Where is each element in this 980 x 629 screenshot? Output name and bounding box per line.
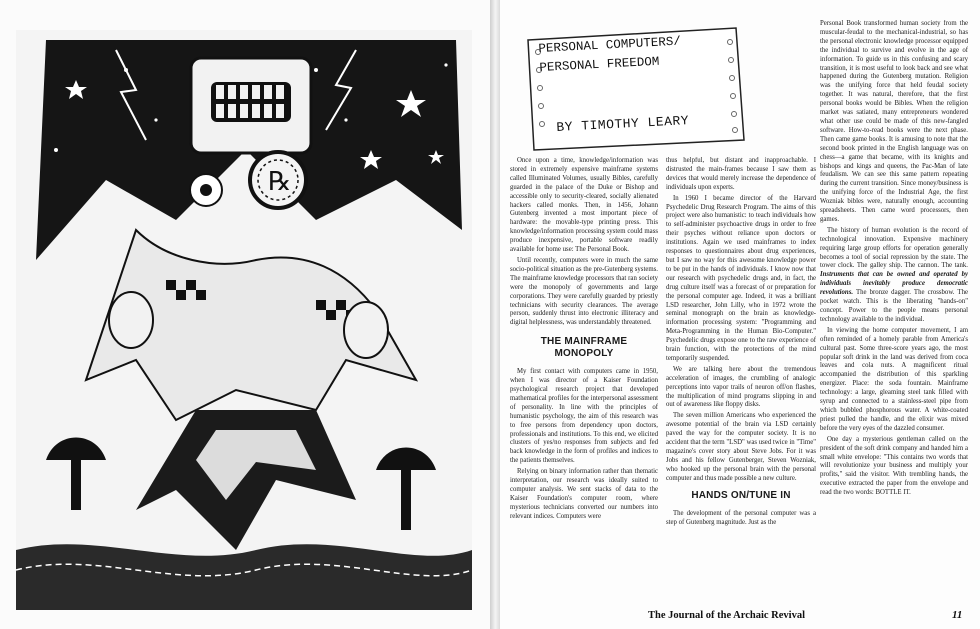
journal-footer: The Journal of the Archaic Revival bbox=[648, 610, 806, 621]
paragraph: Until recently, computers were in much the same socio-political situation as the pre-Gutenberg systems. The mainframe knowledge processors that ran society were the monopoly of governments and large corporations. They were carefully guarded by priestly technicians with security clearances. The average person, suddenly thrust into electronic illiteracy and digital helplessness, was understandably threatened. bbox=[510, 256, 658, 327]
paragraph: In viewing the home computer movement, I am often reminded of a homely parable from America's cultural past. Some three-score years ago, the most popular soft drink in the land was derived from coca leaves and cola nuts. A magnificent ritual accompanied the distribution of this sparkling energizer. Place: the soda fountain. Mainframe technology: a large, gleaming steel tank filled with syrup and connected to a stainless-steel pipe from which bubbled phosphorous water. A white-coated priest pulled the handle, and the elixir was mixed before the very eyes of the dazzled consumer. bbox=[820, 326, 968, 432]
paragraph: In 1960 I became director of the Harvard Psychedelic Drug Research Program. The aims of this project were also humanistic: to teach individuals how to self-administer psychoactive drugs in order to free their psyches without reliance upon doctors or institutions. Again we used mainframes to index responses to questionnaires about drug experiences, but I saw no way for this awesome knowledge power to be put in the hands of individuals. I know now that our research with psychedelic drugs and, in fact, the drug culture itself was a forecast of or preparation for the personal computer age. Indeed, it was a brilliant LSD researcher, John Lilly, who in 1972 wrote the seminal monograph on the brain as knowledge-information processing system: "Programming and Meta-Programming in the Human Bio-Computer." Psychedelic drugs expose one to the raw experience of brain function, with the protections of the mind temporarily suspended. bbox=[666, 194, 816, 362]
paragraph-end: The bronze dagger. The crossbow. The pocket watch. This is the liberating "hands-on" concept. Power to the people means personal technology available to the individual. bbox=[820, 289, 968, 323]
paragraph: Once upon a time, knowledge/information was stored in extremely expensive mainframe systems called Illuminated Volumes, usually Bibles, carefully guarded in the palace of the Duke or Bishop and accessible only to security-cleared, socially alienated hackers called monks. Then, in 1456, Johann Gutenberg invented a most important piece of hardware: the movable-type printing press. This knowledge/information processing system could mass produce inexpensive, portable software readily available for home use: The Personal Book. bbox=[510, 157, 658, 254]
right-page bbox=[500, 0, 980, 629]
paragraph: The seven million Americans who experienced the awesome potential of the brain via LSD certainly paved the way for the computer society. It is no accident that the term "LSD" was used twice in "Time" magazine's cover story about Steve Jobs. For it was Jobs and his fellow Gutenberger, Steven Wozniak, who hooked up the personal brain with the personal computer and thus made possible a new culture. bbox=[666, 412, 816, 482]
psychedelic-illustration bbox=[16, 30, 472, 610]
paragraph: Personal Book transformed human society from the muscular-feudal to the mechanical-industrial, so has the personal electronic knowledge processor equipped the individual to survive and evolve in the age of information. To guide us in this confusing and scary transition, it is most useful to look back and see what happened during the Gutenberg mutation. Religion was the unifying force that held feudal society together. It was natural, therefore, that the first personal books would be Bibles. When the religion market was satiated, many entrepreneurs wondered what other use could be made of this new-fangled software. How-to-read books were the next phase. Then came game books. It is amusing to note that the second book printed in the English language was on chess—a game that became, with its knights and bishops and kings and queens, the Pac-Man of late feudalism. We can see this same pattern repeating during the current transition. Since money/business is the unifying force of the Industrial Age, the first Wozniak bibles were, naturally enough, accounting spreadsheets. Then came word processors, then games. bbox=[820, 20, 968, 223]
text-column-1 bbox=[510, 157, 658, 605]
prescription-emblem: ℞ bbox=[268, 167, 292, 197]
section-heading-mainframe bbox=[510, 336, 658, 360]
paragraph bbox=[820, 227, 968, 325]
text-column-2 bbox=[666, 157, 816, 605]
text-column-3 bbox=[820, 20, 968, 605]
section-heading-hands-on: HANDS ON/TUNE IN bbox=[691, 489, 791, 501]
paragraph: We are talking here about the tremendous acceleration of images, the crumbling of analogic perceptions into vapor trails of neuron off/on flashes, the multiplication of mind programs slipping in and out of awareness like floppy disks. bbox=[666, 365, 816, 409]
title-line-1: PERSONAL COMPUTERS/ bbox=[538, 34, 682, 56]
article-title bbox=[538, 33, 682, 78]
heading-line-2: MONOPOLY bbox=[554, 348, 614, 360]
byline: BY TIMOTHY LEARY bbox=[556, 113, 690, 135]
paragraph: One day a mysterious gentleman called on the president of the soft drink company and handed him a small white envelope: "This contains two words that will revolutionize your business and multiply your profits," said the visitor. With trembling hands, the executive extracted the paper from the envelope and read the two words: BOTTLE IT. bbox=[820, 435, 968, 497]
title-line-2: PERSONAL FREEDOM bbox=[539, 54, 660, 75]
heading-line-1: THE MAINFRAME bbox=[540, 336, 628, 348]
paragraph-start: The history of human evolution is the record of technological innovation. Expensive machinery requiring large group efforts for operation generally becomes a tool of social repression by the state. The tower clock. The galley ship. The cannon. The tank. bbox=[820, 226, 968, 270]
page-number: 11 bbox=[952, 609, 963, 621]
paragraph: Relying on binary information rather than thematic interpretation, our research was ideally suited to computer analysis. We sent stacks of data to the Kaiser Foundation's computer room, where mysterious technicians converted our numbers into relevant indices. Computers were bbox=[510, 468, 658, 520]
paragraph: The development of the personal computer was a step of Gutenberg magnitude. Just as the bbox=[666, 509, 816, 526]
emphasis-sentence: Instruments that can be owned and operated by individuals inevitably produce democratic revolutions. bbox=[820, 271, 968, 297]
paragraph: My first contact with computers came in 1950, when I was director of a Kaiser Foundation psychological research project that developed mathematical profiles for the interpersonal assessment of personality. In line with the principles of humanistic psychology, the aim of this research was to free persons from dependency upon doctors, professionals and institutions. To this end, we elicited clusters of yes/no responses from subjects and fed back knowledge in the form of profiles and indices to the patients themselves. bbox=[510, 368, 658, 465]
paragraph: thus helpful, but distant and inapproachable. I distrusted the main-frames because I saw them as devices that would merely increase the dependence of individuals upon experts. bbox=[666, 157, 816, 191]
